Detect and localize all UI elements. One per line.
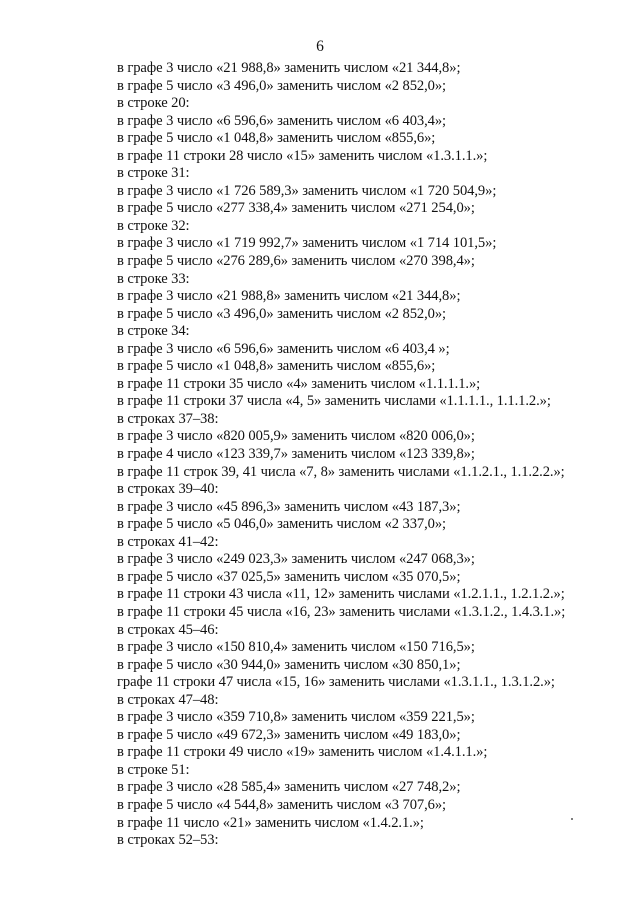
text-line: в строках 37–38: (117, 410, 219, 427)
text-line: в графе 5 число «30 944,0» заменить числом «30 850,1»; (117, 656, 461, 673)
scan-speck (571, 818, 573, 820)
text-line: в графе 5 число «1 048,8» заменить числом «855,6»; (117, 358, 436, 375)
text-line: в графе 5 число «49 672,3» заменить числом «49 183,0»; (117, 726, 461, 743)
text-line: в строках 39–40: (117, 481, 219, 498)
text-line: в графе 11 строк 39, 41 числа «7, 8» заменить числами «1.1.2.1., 1.1.2.2.»; (117, 463, 565, 480)
text-line: в графе 11 строки 45 числа «16, 23» заменить числами «1.3.1.2., 1.4.3.1.»; (117, 603, 566, 620)
text-line: в графе 3 число «1 726 589,3» заменить числом «1 720 504,9»; (117, 182, 497, 199)
text-line: в строке 33: (117, 270, 190, 287)
text-line: в графе 3 число «150 810,4» заменить числом «150 716,5»; (117, 639, 475, 656)
text-line: в графе 3 число «249 023,3» заменить числом «247 068,3»; (117, 551, 475, 568)
text-line: в графе 3 число «359 710,8» заменить числом «359 221,5»; (117, 709, 475, 726)
text-line: в графе 5 число «37 025,5» заменить числом «35 070,5»; (117, 568, 461, 585)
text-line: в строке 20: (117, 95, 190, 112)
text-line: в строке 51: (117, 761, 190, 778)
text-line: в графе 5 число «3 496,0» заменить числом «2 852,0»; (117, 305, 447, 322)
text-line: в графе 4 число «123 339,7» заменить числом «123 339,8»; (117, 446, 475, 463)
text-line: в графе 3 число «28 585,4» заменить числом «27 748,2»; (117, 779, 461, 796)
page-number: 6 (316, 38, 324, 55)
text-line: в строке 31: (117, 165, 190, 182)
text-line: в графе 3 число «820 005,9» заменить числом «820 006,0»; (117, 428, 475, 445)
text-line: в графе 11 число «21» заменить числом «1.4.2.1.»; (117, 814, 424, 831)
text-line: в графе 3 число «6 596,6» заменить числом «6 403,4»; (117, 112, 447, 129)
text-line: в графе 5 число «277 338,4» заменить числом «271 254,0»; (117, 200, 475, 217)
text-line: в строке 32: (117, 217, 190, 234)
text-line: в строках 41–42: (117, 533, 219, 550)
text-line: в графе 5 число «1 048,8» заменить числом «855,6»; (117, 130, 436, 147)
text-line: в графе 5 число «4 544,8» заменить числом «3 707,6»; (117, 796, 447, 813)
text-line: в графе 3 число «21 988,8» заменить числом «21 344,8»; (117, 60, 461, 76)
text-line: в графе 11 строки 37 числа «4, 5» заменить числами «1.1.1.1., 1.1.1.2.»; (117, 393, 551, 410)
text-line: в строках 52–53: (117, 832, 219, 849)
text-line: в графе 11 строки 28 число «15» заменить числом «1.3.1.1.»; (117, 147, 488, 164)
text-line: в строке 34: (117, 323, 190, 340)
text-line: в графе 3 число «45 896,3» заменить числом «43 187,3»; (117, 498, 461, 515)
text-line: в графе 5 число «5 046,0» заменить числом «2 337,0»; (117, 516, 447, 533)
text-line: графе 11 строки 47 числа «15, 16» заменить числами «1.3.1.1., 1.3.1.2.»; (117, 674, 555, 691)
text-line: в графе 11 строки 43 числа «11, 12» заменить числами «1.2.1.1., 1.2.1.2.»; (117, 586, 565, 603)
amendments-list (117, 60, 617, 850)
text-line: в графе 11 строки 49 число «19» заменить числом «1.4.1.1.»; (117, 744, 488, 761)
text-line: в графе 3 число «6 596,6» заменить числом «6 403,4 »; (117, 340, 450, 357)
text-line: в строках 45–46: (117, 621, 219, 638)
text-line: в графе 5 число «3 496,0» заменить числом «2 852,0»; (117, 77, 447, 94)
text-line: в графе 11 строки 35 число «4» заменить числом «1.1.1.1.»; (117, 375, 481, 392)
text-line: в графе 5 число «276 289,6» заменить числом «270 398,4»; (117, 253, 475, 270)
text-line: в графе 3 число «1 719 992,7» заменить числом «1 714 101,5»; (117, 235, 497, 252)
text-line: в графе 3 число «21 988,8» заменить числом «21 344,8»; (117, 288, 461, 305)
text-line: в строках 47–48: (117, 691, 219, 708)
